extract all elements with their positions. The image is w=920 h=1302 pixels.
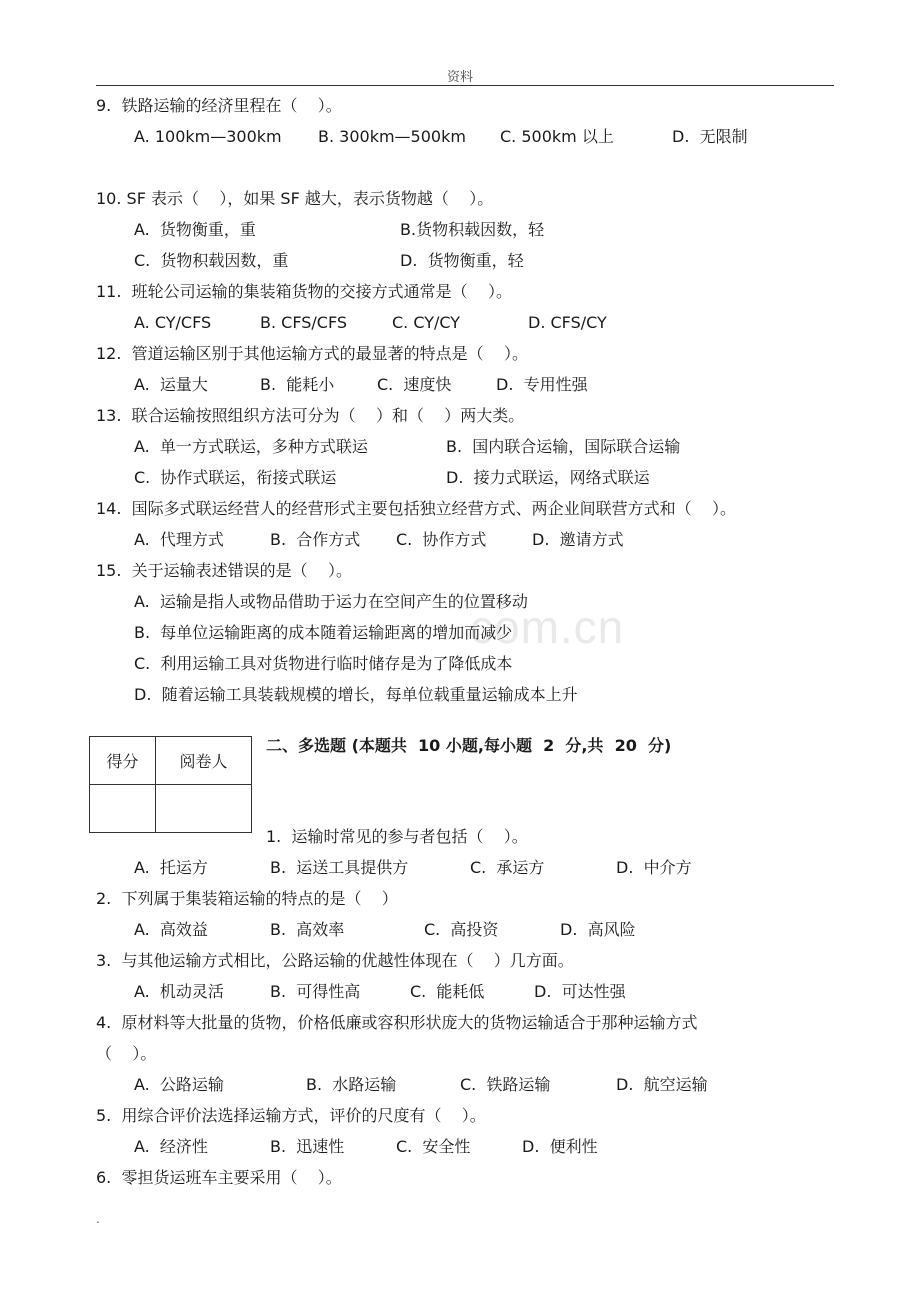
option: B. 迅速性 xyxy=(270,1137,345,1156)
option: C. 铁路运输 xyxy=(460,1075,551,1094)
question-stem: 2. 下列属于集装箱运输的特点的是（ ） xyxy=(96,889,398,908)
option: C. 货物积载因数，重 xyxy=(134,251,289,270)
option: B. 运送工具提供方 xyxy=(270,858,409,877)
option: C. CY/CY xyxy=(392,313,461,332)
option: D. 便利性 xyxy=(522,1137,598,1156)
reviewer-header: 阅卷人 xyxy=(156,737,252,785)
score-header: 得分 xyxy=(90,737,156,785)
option: A. 高效益 xyxy=(134,920,208,939)
question-stem: 4. 原材料等大批量的货物，价格低廉或容积形状庞大的货物运输适合于那种运输方式 xyxy=(96,1013,698,1032)
option: A. 公路运输 xyxy=(134,1075,224,1094)
question-stem: 12. 管道运输区别于其他运输方式的最显著的特点是（ ）。 xyxy=(96,344,528,363)
option: A. 代理方式 xyxy=(134,530,224,549)
section-title: 二、多选题 (本题共 10 小题,每小题 2 分,共 20 分) xyxy=(266,736,672,755)
option: A. 货物衡重，重 xyxy=(134,220,256,239)
question-stem: 11. 班轮公司运输的集装箱货物的交接方式通常是（ ）。 xyxy=(96,282,512,301)
option: C. 承运方 xyxy=(470,858,545,877)
watermark: com.cn xyxy=(470,601,625,653)
option: B. 能耗小 xyxy=(260,375,335,394)
header-rule xyxy=(96,85,834,86)
option: C. 能耗低 xyxy=(410,982,485,1001)
option: C. 协作式联运，衔接式联运 xyxy=(134,468,337,487)
option: B. 可得性高 xyxy=(270,982,361,1001)
question-stem: 5. 用综合评价法选择运输方式，评价的尺度有（ ）。 xyxy=(96,1106,486,1125)
option: D. 货物衡重，轻 xyxy=(400,251,524,270)
question-stem: 10. SF 表示（ ），如果 SF 越大，表示货物越（ ）。 xyxy=(96,189,494,208)
option: D. 专用性强 xyxy=(496,375,588,394)
option: A. CY/CFS xyxy=(134,313,212,332)
option: B. 300km—500km xyxy=(318,127,466,146)
question-stem: 15. 关于运输表述错误的是（ ）。 xyxy=(96,561,352,580)
option: D. CFS/CY xyxy=(528,313,607,332)
option: B. 每单位运输距离的成本随着运输距离的增加而减少 xyxy=(134,623,513,642)
question-stem: 1. 运输时常见的参与者包括（ ）。 xyxy=(266,827,528,846)
option: C. 协作方式 xyxy=(396,530,487,549)
option: A. 运量大 xyxy=(134,375,208,394)
option: B. 水路运输 xyxy=(306,1075,397,1094)
score-cell xyxy=(90,785,156,833)
option: B. 合作方式 xyxy=(270,530,361,549)
option: D. 无限制 xyxy=(672,127,748,146)
question-stem-continued: （ ）。 xyxy=(96,1044,157,1063)
reviewer-cell xyxy=(156,785,252,833)
option: D. 航空运输 xyxy=(616,1075,708,1094)
option: A. 100km—300km xyxy=(134,127,282,146)
option: B. 高效率 xyxy=(270,920,345,939)
option: B. CFS/CFS xyxy=(260,313,348,332)
option: C. 高投资 xyxy=(424,920,499,939)
option: D. 接力式联运，网络式联运 xyxy=(446,468,650,487)
option: C. 500km 以上 xyxy=(500,127,614,146)
option: C. 安全性 xyxy=(396,1137,471,1156)
question-stem: 14. 国际多式联运经营人的经营形式主要包括独立经营方式、两企业间联营方式和（ ）。 xyxy=(96,499,736,518)
option: D. 邀请方式 xyxy=(532,530,624,549)
option: B. 国内联合运输，国际联合运输 xyxy=(446,437,681,456)
option: B.货物积载因数，轻 xyxy=(400,220,545,239)
option: A. 单一方式联运，多种方式联运 xyxy=(134,437,368,456)
header-label: 资料 xyxy=(446,70,473,85)
question-stem: 6. 零担货运班车主要采用（ ）。 xyxy=(96,1168,342,1187)
question-stem: 3. 与其他运输方式相比，公路运输的优越性体现在（ ）几方面。 xyxy=(96,951,574,970)
option: A. 运输是指人或物品借助于运力在空间产生的位置移动 xyxy=(134,592,528,611)
option: A. 机动灵活 xyxy=(134,982,224,1001)
footer-mark: . xyxy=(96,1212,100,1226)
option: D. 中介方 xyxy=(616,858,692,877)
question-stem: 13. 联合运输按照组织方法可分为（ ）和（ ）两大类。 xyxy=(96,406,525,425)
option: A. 托运方 xyxy=(134,858,208,877)
option: C. 速度快 xyxy=(377,375,452,394)
option: D. 随着运输工具装载规模的增长，每单位载重量运输成本上升 xyxy=(134,685,578,704)
option: D. 高风险 xyxy=(560,920,636,939)
option: C. 利用运输工具对货物进行临时储存是为了降低成本 xyxy=(134,654,513,673)
question-stem: 9. 铁路运输的经济里程在（ ）。 xyxy=(96,96,342,115)
option: A. 经济性 xyxy=(134,1137,208,1156)
grade-table xyxy=(89,736,252,833)
option: D. 可达性强 xyxy=(534,982,626,1001)
